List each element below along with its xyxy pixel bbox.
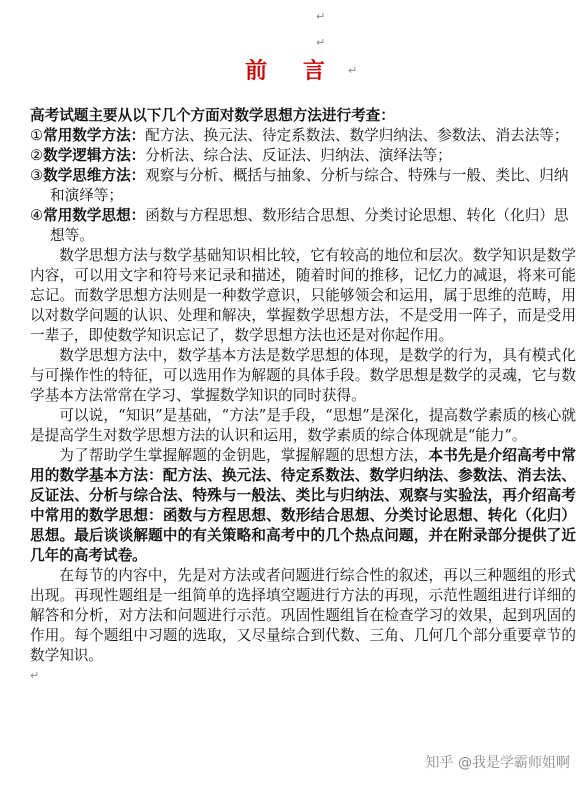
paragraph: 可以说，“知识”是基础，“方法”是手段，“思想”是深化，提高数学素质的核心就是提高学生对数学思想方法的认识和运用，数学素质的综合体现就是“能力”。 [30, 407, 576, 444]
list-item [30, 206, 576, 246]
watermark: 知乎 @我是学霸师姐啊 [425, 755, 570, 771]
paragraph-mark: ↵ [30, 669, 40, 682]
paragraph: 在每节的内容中，先是对方法或者问题进行综合性的叙述，再以三种题组的形式出现。再现性题组是一组简单的选择填空题进行方法的再现，示范性题组进行详细的解答和分析，对方法和问题进行示范。巩固性题组旨在检查学习的效果，起到巩固的作用。每个题组中习题的选取，又尽量综合到代数、三角、几何几个部分重要章节的数学知识。 [30, 567, 576, 664]
paragraph: 数学思想方法中，数学基本方法是数学思想的体现，是数学的行为，具有模式化与可操作性的特征，可以选用作为解题的具体手段。数学思想是数学的灵魂，它与数学基本方法常常在学习、掌握数学知识的同时获得。 [30, 347, 576, 404]
item-term: 常用数学方法： [43, 127, 146, 144]
item-number: ③ [30, 167, 44, 184]
document-body [30, 106, 576, 686]
item-number: ④ [30, 207, 44, 224]
item-text: 配方法、换元法、待定系数法、数学归纳法、参数法、消去法等； [145, 127, 569, 144]
paragraph [30, 446, 576, 566]
paragraph-mark: ↵ [348, 64, 358, 77]
list-item [30, 166, 576, 206]
item-text: 分析法、综合法、反证法、归纳法、演绎法等； [145, 147, 452, 164]
paragraph-emphasis: 本书先是介绍高考中常用的数学基本方法：配方法、换元法、待定系数法、数学归纳法、参数法、消去法、反证法、分析与综合法、特殊与一般法、类比与归纳法、观察与实验法，再介绍高考中常用的数学思想：函数与方程思想、数形结合思想、分类讨论思想、转化（化归）思想。最后谈谈解题中的有关策略和高考中的几个热点问题，并在附录部分提供了近几年的高考试卷。 [30, 447, 576, 564]
list-item [30, 146, 576, 166]
list-item [30, 126, 576, 146]
paragraph-mark: ↵ [316, 10, 326, 23]
item-term: 数学思维方法： [43, 167, 146, 184]
page-title [0, 54, 584, 85]
paragraph-mark: ↵ [316, 36, 326, 49]
lead-sentence: 高考试题主要从以下几个方面对数学思想方法进行考查： [30, 107, 395, 124]
item-term: 常用数学思想： [43, 207, 146, 224]
item-number: ① [30, 127, 44, 144]
item-term: 数学逻辑方法： [43, 147, 146, 164]
paragraph-intro: 为了帮助学生掌握解题的金钥匙，掌握解题的思想方法， [59, 447, 429, 464]
item-text: 观察与分析、概括与抽象、分析与综合、特殊与一般、类比、归纳和演绎等； [50, 167, 569, 204]
paragraph: 数学思想方法与数学基础知识相比较，它有较高的地位和层次。数学知识是数学内容，可以用文字和符号来记录和描述，随着时间的推移，记忆力的减退，将来可能忘记。而数学思想方法则是一种数学意识，只能够领会和运用，属于思维的范畴，用以对数学问题的认识、处理和解决，掌握数学思想方法，不是受用一阵子，而是受用一辈子，即使数学知识忘记了，数学思想方法也还是对你起作用。 [30, 247, 576, 344]
item-text: 函数与方程思想、数形结合思想、分类讨论思想、转化（化归）思想等。 [50, 207, 569, 244]
item-number: ② [30, 147, 44, 164]
title-text: 前 言 [245, 59, 339, 84]
